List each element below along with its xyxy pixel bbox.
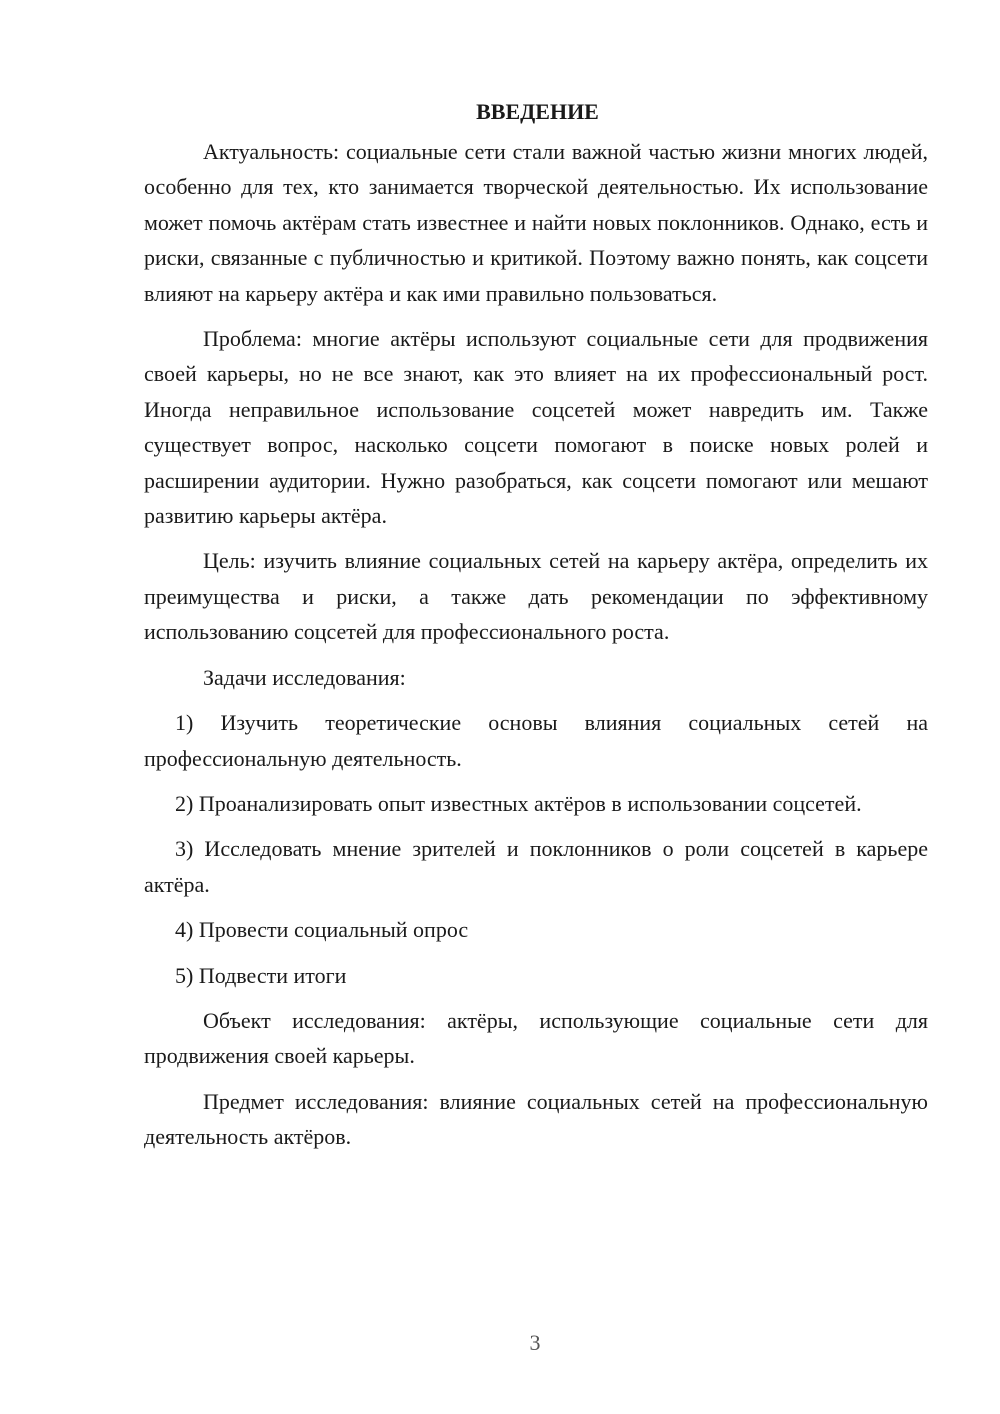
task-item: 3) Исследовать мнение зрителей и поклонников о роли соцсетей в карьере актёра. xyxy=(144,836,928,897)
object-paragraph: Объект исследования: актёры, использующие социальные сети для продвижения своей карьеры. xyxy=(144,1007,928,1069)
page-number: 3 xyxy=(529,1330,541,1355)
subject-paragraph: Предмет исследования: влияние социальных сетей на профессиональную деятельность актёров. xyxy=(144,1088,928,1150)
problem-paragraph: Проблема: многие актёры используют социальные сети для продвижения своей карьеры, но не все знают, как это влияет на их профессиональный рост. Иногда неправильное использование соцсетей может навредить им. Также существует вопрос, насколько соцсети помогают в поиске новых ролей и расширении аудитории. Нужно разобраться, как соцсети помогают или мешают развитию карьеры актёра. xyxy=(144,326,928,529)
relevance-paragraph: Актуальность: социальные сети стали важной частью жизни многих людей, особенно для тех, кто занимается творческой деятельностью. Их использование может помочь актёрам стать известнее и найти новых поклонников. Однако, есть и риски, связанные с публичностью и критикой. Поэтому важно понять, как соцсети влияют на карьеру актёра и как ими правильно пользоваться. xyxy=(144,139,928,306)
tasks-heading: Задачи исследования: xyxy=(203,664,406,690)
task-item: 5) Подвести итоги xyxy=(175,962,347,988)
tasks-list xyxy=(144,705,928,993)
page-title: ВВЕДЕНИЕ xyxy=(476,99,599,124)
document-page xyxy=(144,94,928,1155)
task-item: 2) Проанализировать опыт известных актёров в использовании соцсетей. xyxy=(175,790,862,816)
task-item: 4) Провести социальный опрос xyxy=(175,917,469,943)
goal-paragraph: Цель: изучить влияние социальных сетей на карьеру актёра, определить их преимущества и риски, а также дать рекомендации по эффективному использованию соцсетей для профессионального роста. xyxy=(144,548,928,645)
task-item: 1) Изучить теоретические основы влияния социальных сетей на профессиональную деятельность. xyxy=(144,710,928,771)
